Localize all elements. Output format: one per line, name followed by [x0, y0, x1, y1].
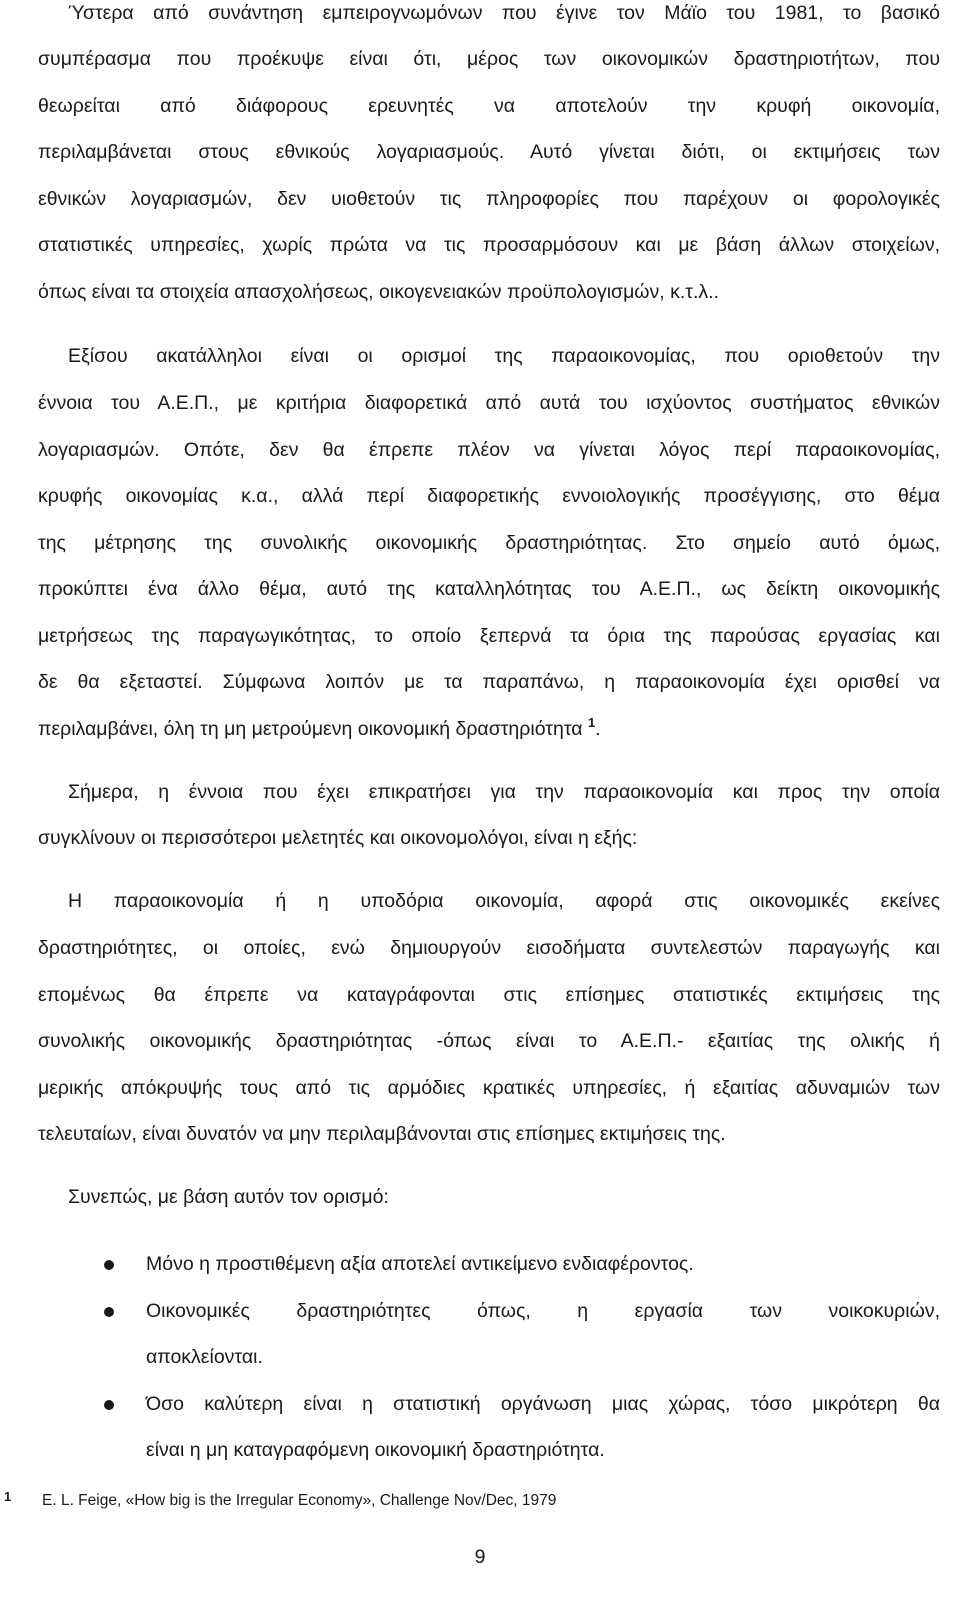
text-line: έννοια του Α.Ε.Π., με κριτήρια διαφορετικά από αυτά του ισχύοντος συστήματος εθνικών	[38, 392, 940, 414]
bullet-item-text: Μόνο η προστιθέμενη αξία αποτελεί αντικείμενο ενδιαφέροντος.	[146, 1253, 694, 1275]
text-line: εθνικών λογαριασμών, δεν υιοθετούν τις πληροφορίες που παρέχουν οι φορολογικές	[38, 188, 940, 210]
text-line: Η παραοικονομία ή η υποδόρια οικονομία, αφορά στις οικονομικές εκείνες	[68, 890, 940, 912]
bullet-item-text: είναι η μη καταγραφόμενη οικονομική δραστηριότητα.	[146, 1439, 605, 1461]
text-line: λογαριασμών. Οπότε, δεν θα έπρεπε πλέον να γίνεται λόγος περί παραοικονομίας,	[38, 439, 940, 461]
text-line: συνολικής οικονομικής δραστηριότητας -όπως είναι το Α.Ε.Π.- εξαιτίας της ολικής ή	[38, 1030, 940, 1052]
text-line: τελευταίων, είναι δυνατόν να μην περιλαμβάνονται στις επίσημες εκτιμήσεις της.	[38, 1123, 726, 1145]
bullet-item-text: αποκλείονται.	[146, 1346, 263, 1368]
bullet-icon	[104, 1260, 114, 1270]
text-line: μερικής απόκρυψής τους από τις αρμόδιες κρατικές υπηρεσίες, ή εξαιτίας αδυναμιών των	[38, 1077, 940, 1099]
bullet-icon	[104, 1400, 114, 1410]
text-line: Σήμερα, η έννοια που έχει επικρατήσει για την παραοικονομία και προς την οποία	[68, 781, 940, 803]
text-line: στατιστικές υπηρεσίες, χωρίς πρώτα να τις προσαρμόσουν και με βάση άλλων στοιχείων,	[38, 234, 940, 256]
text-line: δε θα εξεταστεί. Σύμφωνα λοιπόν με τα παραπάνω, η παραοικονομία έχει ορισθεί να	[38, 671, 940, 693]
text-line: μετρήσεως της παραγωγικότητας, το οποίο ξεπερνά τα όρια της παρούσας εργασίας και	[38, 625, 940, 647]
text-line-content: περιλαμβάνει, όλη τη μη μετρούμενη οικονομική δραστηριότητα	[38, 718, 588, 740]
footnote-reference: 1	[587, 715, 596, 730]
text-line: συμπέρασμα που προέκυψε είναι ότι, μέρος των οικονομικών δραστηριοτήτων, που	[38, 48, 940, 70]
paragraph-5: Συνεπώς, με βάση αυτόν τον ορισμό:	[68, 1186, 389, 1208]
footnote-text: E. L. Feige, «How big is the Irregular Economy», Challenge Nov/Dec, 1979	[42, 1492, 557, 1509]
text-line: της μέτρησης της συνολικής οικονομικής δραστηριότητας. Στο σημείο αυτό όμως,	[38, 532, 940, 554]
text-line	[38, 716, 940, 742]
text-line: Ύστερα από συνάντηση εμπειρογνωμόνων που έγινε τον Μάϊο του 1981, το βασικό	[68, 2, 940, 24]
bullet-icon	[104, 1307, 114, 1317]
text-line: θεωρείται από διάφορους ερευνητές να αποτελούν την κρυφή οικονομία,	[38, 95, 940, 117]
text-line: επομένως θα έπρεπε να καταγράφονται στις επίσημες στατιστικές εκτιμήσεις της	[38, 984, 940, 1006]
footnote-marker: 1	[4, 1489, 12, 1504]
text-line: περιλαμβάνεται στους εθνικούς λογαριασμούς. Αυτό γίνεται διότι, οι εκτιμήσεις των	[38, 141, 940, 163]
bullet-item-text: Όσο καλύτερη είναι η στατιστική οργάνωση μιας χώρας, τόσο μικρότερη θα	[146, 1393, 940, 1415]
sentence-end: .	[595, 718, 601, 740]
text-line: δραστηριότητες, οι οποίες, ενώ δημιουργούν εισοδήματα συντελεστών παραγωγής και	[38, 937, 940, 959]
text-line: Εξίσου ακατάλληλοι είναι οι ορισμοί της παραοικονομίας, που οριοθετούν την	[68, 345, 940, 367]
text-line: κρυφής οικονομίας κ.α., αλλά περί διαφορετικής εννοιολογικής προσέγγισης, στο θέμα	[38, 485, 940, 507]
text-line: προκύπτει ένα άλλο θέμα, αυτό της καταλληλότητας του Α.Ε.Π., ως δείκτη οικονομικής	[38, 578, 940, 600]
page-number: 9	[474, 1546, 486, 1568]
text-line: όπως είναι τα στοιχεία απασχολήσεως, οικογενειακών προϋπολογισμών, κ.τ.λ..	[38, 281, 719, 303]
text-line: συγκλίνουν οι περισσότεροι μελετητές και οικονομολόγοι, είναι η εξής:	[38, 827, 638, 849]
bullet-item-text: Οικονομικές δραστηριότητες όπως, η εργασία των νοικοκυριών,	[146, 1300, 940, 1322]
